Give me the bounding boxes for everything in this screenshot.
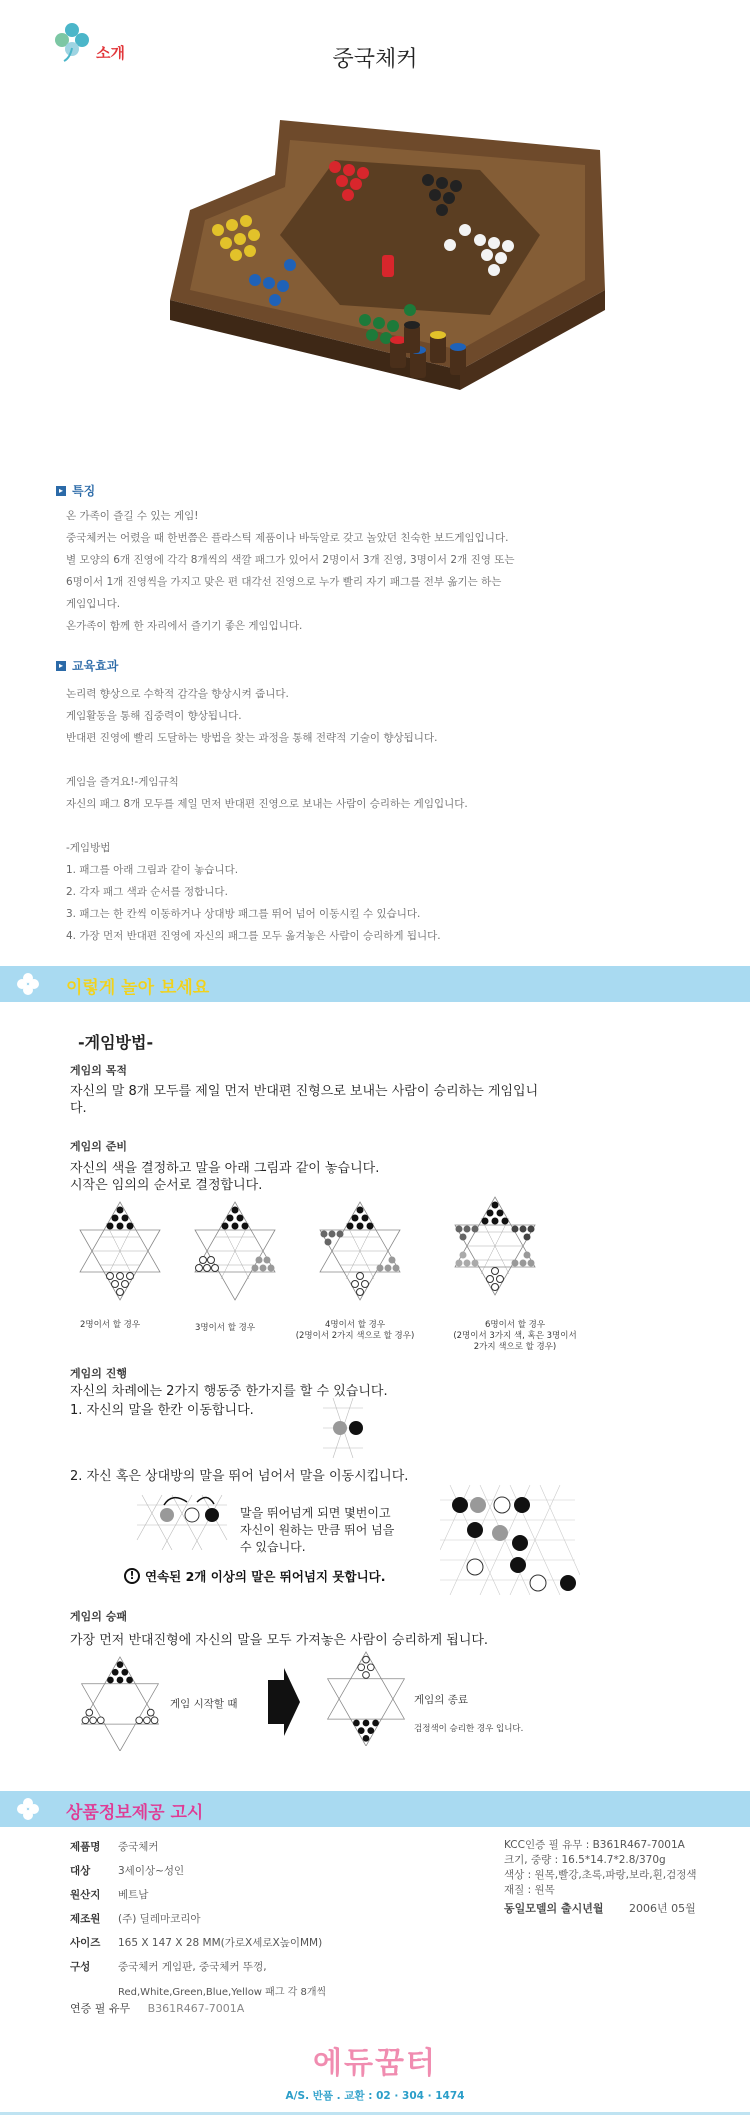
start-label: 게임 시작할 때	[170, 1698, 238, 1710]
info-band-title: 상품정보제공 고시	[66, 1803, 204, 1823]
footer-brand: 에듀꿈터	[313, 2046, 437, 2081]
caption-3p: 3명이서 할 경우	[194, 1323, 256, 1333]
product-info-right: KCC인증 필 유무 : B361R467-7001A 크기, 중량 : 16.5*14.7*2.8/370g 색상 : 원목,빨강,초록,파랑,보라,흰,검정색 재질 : 원목	[504, 1839, 697, 1896]
clover-icon	[14, 1795, 42, 1823]
features-heading: ▸ 특징	[56, 482, 95, 499]
features-line: 중국체커는 어렸을 때 한번쯤은 플라스틱 제품이나 바둑알로 갖고 놀았던 친숙한 보드게임입니다.	[66, 532, 509, 544]
play-band-title: 이렇게 놀아 보세요	[66, 978, 210, 998]
info-band	[0, 1791, 750, 1827]
end-diagram	[318, 1650, 414, 1746]
table-row: 제조원 (주) 딜레마코리아	[70, 1912, 201, 1925]
features-text	[66, 505, 706, 637]
jump-diagram-left	[132, 1490, 232, 1550]
table-row: 원산지 베트남	[70, 1888, 149, 1901]
cert-row: 연증 필 유무 B361R467-7001A	[70, 2002, 245, 2015]
start-diagram	[72, 1655, 168, 1751]
progress-heading: 게임의 진행	[70, 1367, 127, 1380]
end-note: 검정색이 승리한 경우 입니다.	[414, 1724, 524, 1734]
jump-text: 말을 뛰어넘게 되면 몇번이고 자신이 원하는 만큼 뛰어 넘을 수 있습니다.	[240, 1506, 395, 1554]
jump-diagram-right	[440, 1485, 580, 1595]
warning-icon: !	[124, 1568, 140, 1584]
logo-text: 소개	[96, 44, 125, 62]
product-info-table	[70, 1834, 326, 2002]
clover-icon	[14, 970, 42, 998]
win-heading: 게임의 승패	[70, 1610, 127, 1623]
page-title: 중국체커	[332, 47, 418, 72]
prep-text-1: 자신의 색을 결정하고 말을 아래 그림과 같이 놓습니다.	[70, 1161, 380, 1176]
footer-divider	[0, 2112, 750, 2115]
features-line: 게임입니다.	[66, 598, 121, 610]
features-line: 온가족이 함께 한 자리에서 즐기기 좋은 게임입니다.	[66, 620, 303, 632]
table-row: 구성 중국체커 게임판, 중국체커 뚜껑,	[70, 1960, 267, 1973]
play-band	[0, 966, 750, 1002]
table-row: Red,White,Green,Blue,Yellow 패그 각 8개씩	[118, 1986, 327, 1998]
warning-notice: ! 연속된 2개 이상의 말은 뛰어넘지 못합니다.	[124, 1567, 385, 1585]
goal-text: 자신의 말 8개 모두를 제일 먼저 반대편 진형으로 보내는 사람이 승리하는 게임입니다.	[70, 1084, 539, 1116]
move-diagram	[318, 1398, 368, 1462]
bullet-icon: ▸	[56, 661, 66, 671]
table-row: 대상 3세이상~성인	[70, 1864, 185, 1877]
rules-title: 게임을 즐겨요!-게임규칙	[66, 776, 179, 788]
prep-heading: 게임의 준비	[70, 1140, 127, 1153]
step-2: 2. 자신 혹은 상대방의 말을 뛰어 넘어서 말을 이동시킵니다.	[70, 1469, 409, 1484]
bullet-icon: ▸	[56, 486, 66, 496]
caption-2p: 2명이서 할 경우	[79, 1320, 141, 1330]
prep-text-2: 시작은 임의의 순서로 결정합니다.	[70, 1178, 263, 1193]
features-line: 6명이서 1개 진영씩을 가지고 맞은 편 대각선 진영으로 누가 빨리 자기 패그를 전부 옮기는 하는	[66, 576, 502, 588]
table-row: 제품명 중국체커	[70, 1840, 159, 1853]
goal-heading: 게임의 목적	[70, 1064, 127, 1077]
progress-text: 자신의 차례에는 2가지 행동중 한가지를 할 수 있습니다.	[70, 1384, 388, 1399]
product-photo	[160, 115, 620, 410]
end-label: 게임의 종료	[414, 1694, 469, 1706]
features-line: 온 가족이 즐길 수 있는 게임!	[66, 510, 199, 522]
education-heading: ▸ 교육효과	[56, 657, 118, 674]
win-text: 가장 먼저 반대진형에 자신의 말을 모두 가져놓은 사람이 승리하게 됩니다.	[70, 1633, 489, 1648]
caption-4p: 4명이서 할 경우 (2명이서 2가지 색으로 할 경우)	[295, 1320, 415, 1341]
release-row: 동일모델의 출시년월 2006년 05월	[504, 1902, 696, 1915]
arrow-icon	[268, 1668, 300, 1736]
footer-as-line: A/S. 반품 . 교환 : 02 · 304 · 1474	[285, 2090, 465, 2102]
table-row: 사이즈 165 X 147 X 28 MM(가로X세로X높이MM)	[70, 1936, 323, 1949]
howto-title: -게임방법-	[78, 1033, 154, 1052]
step-1: 1. 자신의 말을 한칸 이동합니다.	[70, 1403, 254, 1418]
education-text: 논리력 향상으로 수학적 감각을 향상시켜 줍니다. 게임활동을 통해 집중력이 향상됩니다. 반대편 진영에 빨리 도달하는 방법을 찾는 과정을 통해 전략적 기술이 향상됩니다. 게임을 즐겨요!-게임규칙 자신의 패그 8개 모두를 제일 먼저 반대편 진영으로 보내는 사람이 승리하는 게임입니다. -게임방법 1. 패그를 아래 그림과 같이 놓습니다. 2. 각자 패그 색과 순서를 정합니다. 3. 패그는 한 칸씩 이동하거나 상대방 패그를 뛰어 넘어 이동시킬 수 있습니다. 4. 가장 먼저 반대편 진영에 자신의 패그를 모두 옮겨놓은 사람이 승리하게 됩니다.	[66, 683, 706, 947]
features-line: 별 모양의 6개 진영에 각각 8개씩의 색깔 패그가 있어서 2명이서 3개 진영, 3명이서 2개 진영 또는	[66, 554, 515, 566]
method-title: -게임방법	[66, 842, 111, 854]
setup-diagrams	[60, 1195, 660, 1320]
caption-6p: 6명이서 할 경우 (2명이서 3가지 색, 혹은 3명이서 2가지 색으로 할 경우)	[453, 1320, 577, 1352]
